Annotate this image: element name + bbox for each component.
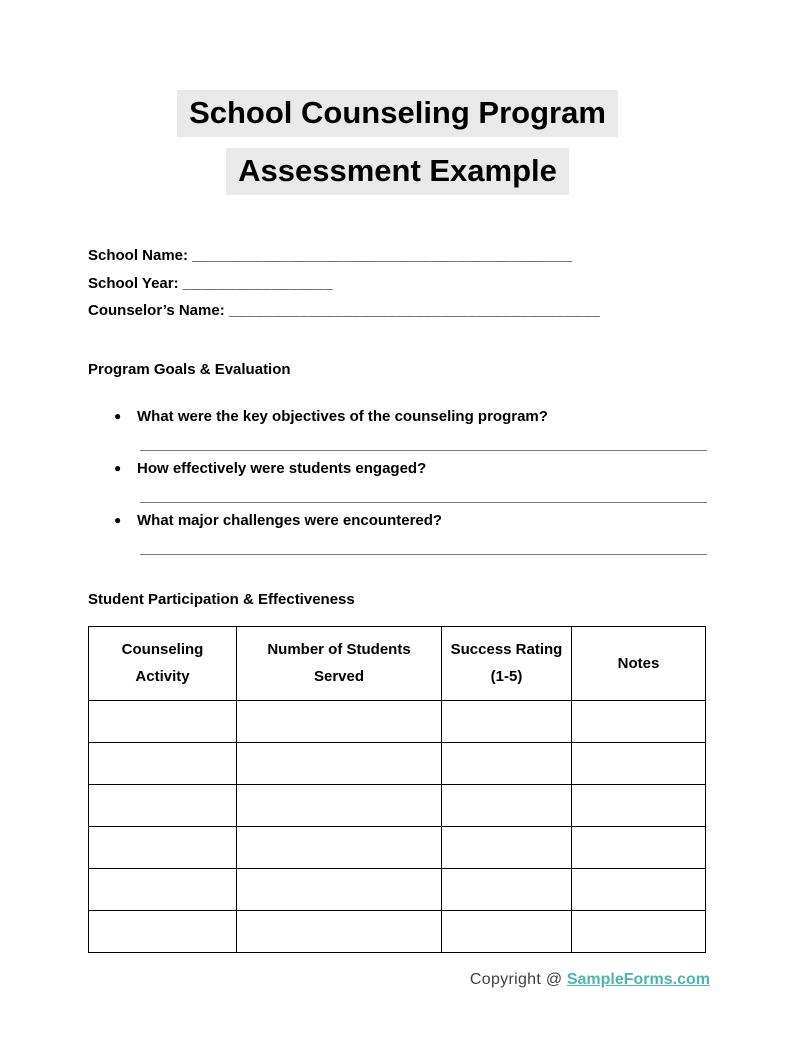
- field-school-year-label: School Year:: [88, 274, 179, 292]
- table-row: [89, 868, 706, 910]
- table-cell: [237, 910, 442, 952]
- page-title: [88, 90, 707, 206]
- assessment-table: [88, 626, 706, 953]
- copyright-text: Copyright @: [469, 971, 563, 988]
- table-row: [89, 742, 706, 784]
- answer-line: [140, 477, 707, 503]
- bullet-icon: ●: [114, 408, 122, 423]
- field-counselor-name-blank: __________________________________________: [228, 302, 601, 319]
- table-cell: [572, 742, 706, 784]
- answer-line: [140, 425, 707, 451]
- table-row: [89, 826, 706, 868]
- table-cell: [237, 826, 442, 868]
- question-text: What were the key objectives of the counseling program?: [137, 407, 548, 425]
- section-heading-goals: Program Goals & Evaluation: [88, 360, 291, 378]
- form-fields: [88, 242, 707, 325]
- table-row: [89, 910, 706, 952]
- table-cell: [89, 910, 237, 952]
- table-cell: [572, 910, 706, 952]
- bullet-icon: ●: [114, 460, 122, 475]
- table-header-cell: Counseling Activity: [89, 626, 237, 700]
- title-line-2: Assessment Example: [226, 148, 569, 195]
- table-cell: [572, 826, 706, 868]
- question-item: [88, 408, 707, 451]
- table-header-cell: Success Rating (1-5): [442, 626, 572, 700]
- table-cell: [442, 868, 572, 910]
- table-cell: [237, 784, 442, 826]
- table-row: [89, 700, 706, 742]
- question-list: [88, 408, 707, 555]
- field-school-year: [88, 270, 707, 298]
- question-item: [88, 512, 707, 555]
- table-cell: [442, 784, 572, 826]
- table-cell: [237, 700, 442, 742]
- table-cell: [237, 868, 442, 910]
- table-cell: [442, 826, 572, 868]
- question-item: [88, 460, 707, 503]
- table-body: [89, 700, 706, 952]
- table-cell: [442, 700, 572, 742]
- field-school-year-blank: _________________: [182, 274, 334, 292]
- table-header-cell: Number of Students Served: [237, 626, 442, 700]
- field-counselor-name: [88, 297, 707, 325]
- table-cell: [89, 700, 237, 742]
- table-cell: [572, 700, 706, 742]
- table-row: [89, 784, 706, 826]
- footer: [470, 971, 710, 989]
- field-school-name-label: School Name:: [88, 247, 189, 264]
- table-header-row: [89, 626, 706, 700]
- table-cell: [572, 868, 706, 910]
- table-cell: [442, 910, 572, 952]
- table-cell: [89, 784, 237, 826]
- bullet-icon: ●: [114, 512, 122, 527]
- table-cell: [442, 742, 572, 784]
- title-line-1: School Counseling Program: [177, 90, 618, 137]
- answer-line: [140, 529, 707, 555]
- question-text: How effectively were students engaged?: [137, 459, 427, 477]
- section-heading-participation: Student Participation & Effectiveness: [88, 590, 355, 608]
- table-cell: [237, 742, 442, 784]
- table-cell: [89, 868, 237, 910]
- table-cell: [572, 784, 706, 826]
- sampleforms-link[interactable]: SampleForms.com: [566, 971, 710, 988]
- field-school-name: [88, 242, 707, 270]
- table-cell: [89, 826, 237, 868]
- question-text: What major challenges were encountered?: [137, 511, 443, 529]
- field-school-name-blank: ___________________________________________: [192, 247, 573, 264]
- field-counselor-name-label: Counselor’s Name:: [88, 302, 225, 319]
- table-header-cell: Notes: [572, 626, 706, 700]
- table-cell: [89, 742, 237, 784]
